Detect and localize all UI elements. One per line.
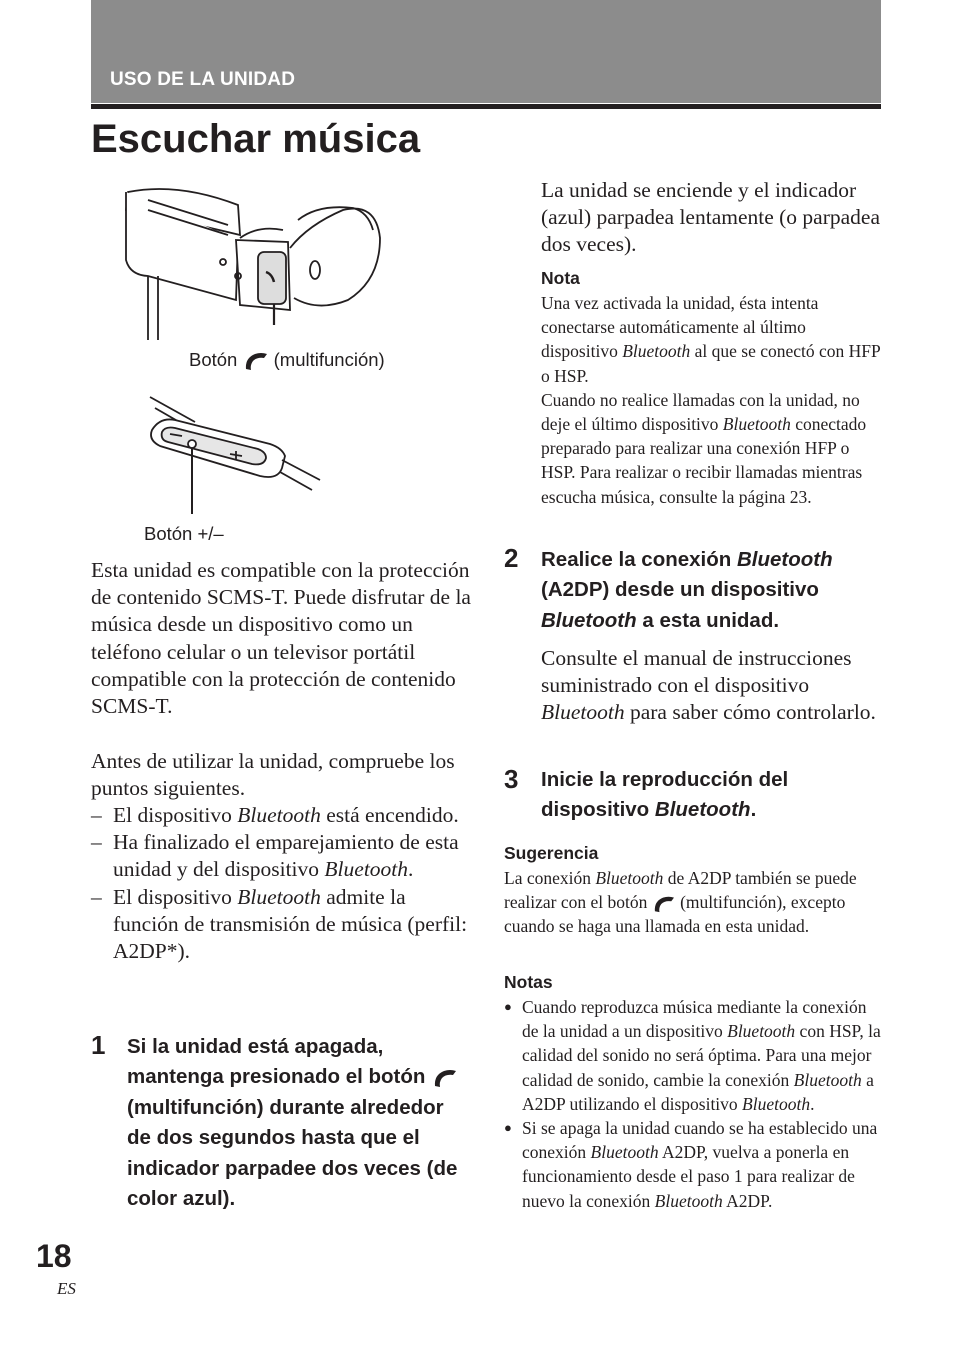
nota-em: Bluetooth [793,1069,862,1090]
intro-paragraph: Esta unidad es compatible con la protección de contenido SCMS-T. Puede disfrutar de la música desde un dispositivo como un teléfono celular o un televisor portátil compatible con la protección de contenido SCMS-T. [91,558,471,719]
step-2-body-em: Bluetooth [541,700,625,725]
page-title: Escuchar música [91,117,421,161]
nota-em: Bluetooth [622,341,691,362]
step-2-em: Bluetooth [736,548,833,571]
step-2-em: Bluetooth [541,608,637,632]
sugerencia-run: La conexión [504,868,596,888]
section-label: USO DE LA UNIDAD [110,69,296,90]
page-language: ES [57,1279,76,1298]
nota-run: Si se apaga la unidad cuando se ha establecido una conexión [522,1118,878,1163]
nota-em: Bluetooth [590,1142,659,1163]
list-item [504,1116,884,1213]
caption-button-prefix: Botón [189,349,238,370]
sugerencia-text [504,866,884,939]
figure-caption-plusminus: Botón +/– [144,523,224,544]
list-item [504,995,884,1116]
phone-icon [652,894,676,914]
notas-list [504,995,884,1213]
phone-icon [243,350,269,372]
bullet-marker: ● [504,1120,512,1136]
sugerencia-em: Bluetooth [595,868,664,888]
step-2-number: 2 [504,543,519,573]
dash-marker: – [91,803,102,827]
nota-em: Bluetooth [722,414,791,435]
nota-text-run: Cuando no realice llamadas con la unidad, no deje el último dispositivo [541,389,860,435]
header-rule [91,104,881,109]
dash-marker: – [91,830,102,855]
step-3-text [541,765,886,826]
nota-paragraph-1 [541,291,886,388]
list-item [91,802,471,829]
step-1-text-b: (multifunción) durante alrededor de dos segundos hasta que el indicador parpadee dos veces (de color azul). [127,1095,458,1211]
checklist-intro: Antes de utilizar la unidad, compruebe los puntos siguientes. [91,749,455,801]
nota-run: A2DP. [722,1190,773,1211]
nota-text-run: Una vez activada la unidad, ésta intenta conectarse automáticamente al último dispositivo [541,293,819,362]
list-item-text: El dispositivo [113,884,238,909]
page-number: 18 [36,1238,72,1274]
nota-run: A2DP, vuelva a ponerla en funcionamiento desde el paso 1 para realizar de nuevo la conexión [522,1142,855,1211]
step-2-text-run: a esta unidad. [636,608,780,632]
notas-label: Notas [504,972,553,992]
bullet-marker: ● [504,999,512,1014]
step-2-body-run: Consulte el manual de instrucciones suministrado con el dispositivo [541,646,852,698]
figure-caption-multifunction [189,349,385,372]
list-item [91,829,471,883]
nota-text [541,291,886,509]
step-3-text-run: . [750,798,757,822]
step-2-body [541,645,886,727]
nota-text-run: al que se conectó con HFP o HSP. [541,341,881,386]
sugerencia-label: Sugerencia [504,843,599,863]
checklist [91,802,471,965]
dash-marker: – [91,884,102,909]
list-item-em: Bluetooth [324,857,409,882]
list-item-text: admite la función de transmisión de música (perfil: A2DP*). [113,884,468,964]
nota-text-run: conectado preparado para realizar una conexión HFP o HSP. Para realizar o recibir llamadas mientras escucha música, consulte la página 23. [541,414,867,507]
list-item-em: Bluetooth [237,803,321,827]
nota-run: con HSP, la calidad del sonido no será óptima. Para una mejor calidad de sonido, cambie la conexión [522,1021,881,1090]
nota-run: . [810,1093,815,1114]
list-item-text: El dispositivo [113,803,238,827]
step-2-text-run: (A2DP) desde un dispositivo [541,578,819,602]
step-3-text-run: Inicie la reproducción del dispositivo [541,768,789,822]
headset-illustration [118,180,388,340]
nota-label: Nota [541,268,580,288]
sugerencia-run: de A2DP también se puede realizar con el botón [504,868,857,913]
phone-icon [431,1067,459,1089]
step-1-text [127,1032,467,1214]
step-2-text [541,545,886,636]
list-item-em: Bluetooth [237,884,321,909]
nota-paragraph-2 [541,388,886,509]
nota-run: a A2DP utilizando el dispositivo [522,1069,874,1114]
caption-button-suffix: (multifunción) [273,349,385,370]
step-1-result: La unidad se enciende y el indicador (azul) parpadea lentamente (o parpadea dos veces). [541,178,881,257]
sugerencia-run: (multifunción), excepto cuando se haga una llamada en esta unidad. [504,892,846,937]
step-2-text-run: Realice la conexión [541,548,737,571]
step-1-text-a: Si la unidad está apagada, mantenga presionado el botón [127,1035,426,1089]
list-item-text: Ha finalizado el emparejamiento de esta unidad y del dispositivo [113,830,459,882]
step-1-number: 1 [91,1030,106,1060]
nota-em: Bluetooth [742,1093,811,1114]
step-2-body-run: para saber cómo controlarlo. [624,700,876,725]
remote-illustration [140,392,325,517]
step-3-em: Bluetooth [654,798,751,822]
list-item-text: está encendido. [320,803,459,827]
nota-em: Bluetooth [654,1190,723,1211]
list-item-text: . [408,857,414,882]
nota-run: Cuando reproduzca música mediante la conexión de la unidad a un dispositivo [522,997,867,1042]
step-3-number: 3 [504,764,519,794]
nota-em: Bluetooth [727,1021,796,1042]
list-item [91,884,471,966]
